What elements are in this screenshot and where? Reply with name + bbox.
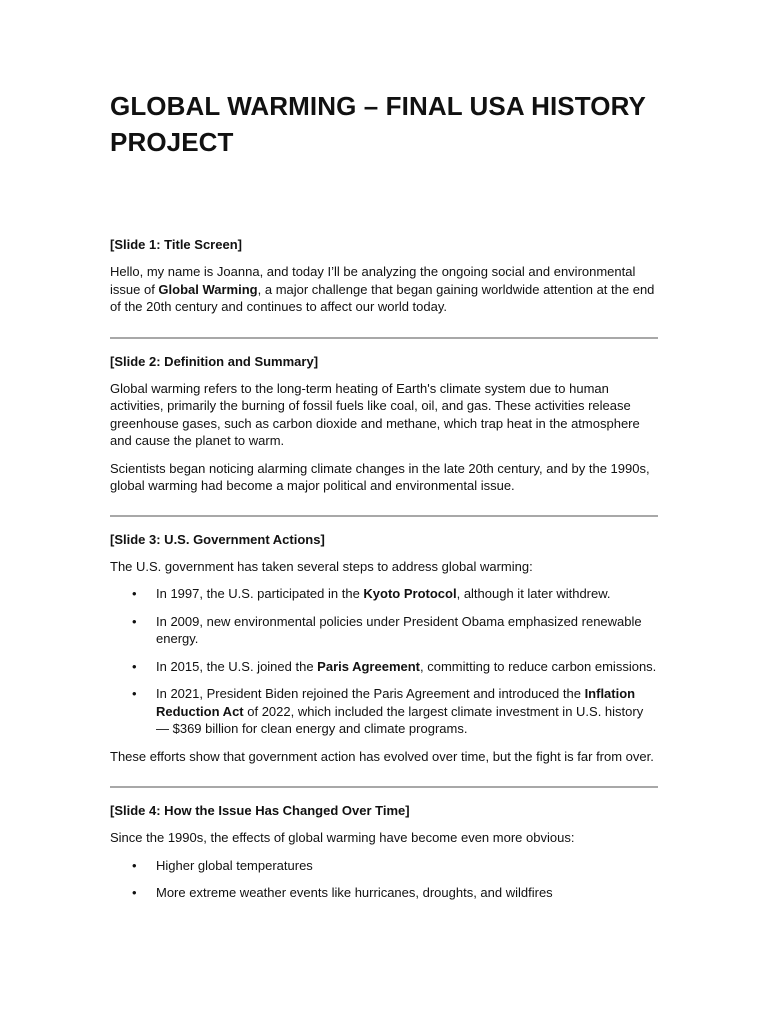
bullet-icon: • (132, 586, 137, 601)
slide3-bullet-list (110, 585, 658, 738)
bullet-icon: • (132, 885, 137, 900)
slide1-heading: [Slide 1: Title Screen] (110, 237, 242, 252)
bullet-icon: • (132, 658, 137, 674)
list-item: • In 2021, President Biden rejoined the Paris Agreement and introduced the Inflation Reduction Act of 2022, which included the largest climate investment in U.S. history — $369 billion for clean energy and climate programs. (132, 686, 644, 736)
slide4-heading: [Slide 4: How the Issue Has Changed Over Time] (110, 803, 410, 818)
slide1-paragraph: Hello, my name is Joanna, and today I’ll be analyzing the ongoing social and environmental issue of Global Warming, a major challenge that began gaining worldwide attention at the end of the 20th century and continues to affect our world today. (110, 264, 655, 314)
list-item: • In 1997, the U.S. participated in the Kyoto Protocol, although it later withdrew. (132, 586, 611, 601)
slide4-intro: Since the 1990s, the effects of global warming have become even more obvious: (110, 830, 575, 845)
bullet-icon: • (132, 613, 137, 629)
slide2-paragraph-2: Scientists began noticing alarming climate changes in the late 20th century, and by the 1990s, global warming had become a major political and environmental issue. (110, 460, 650, 493)
slide3-heading: [Slide 3: U.S. Government Actions] (110, 531, 325, 547)
list-item: • Higher global temperatures (132, 857, 313, 873)
slide4-bullet-list (110, 857, 658, 902)
slide2-paragraph-1: Global warming refers to the long-term heating of Earth's climate system due to human activities, primarily the burning of fossil fuels like coal, oil, and gas. These activities release greenhouse gases, such as carbon dioxide and methane, which trap heat in the atmosphere and cause the planet to warm. (110, 380, 640, 448)
bullet-icon: • (132, 686, 137, 701)
slide2-heading: [Slide 2: Definition and Summary] (110, 353, 319, 369)
list-item: • In 2009, new environmental policies under President Obama emphasized renewable energy. (132, 613, 642, 646)
document-title: GLOBAL WARMING – FINAL USA HISTORY PROJECT (110, 91, 646, 157)
bullet-icon: • (132, 857, 137, 873)
slide3-outro: These efforts show that government action has evolved over time, but the fight is far from over. (110, 748, 654, 764)
slide3-intro: The U.S. government has taken several steps to address global warming: (110, 558, 533, 574)
list-item: • More extreme weather events like hurricanes, droughts, and wildfires (132, 885, 553, 900)
list-item: • In 2015, the U.S. joined the Paris Agreement, committing to reduce carbon emissions. (132, 658, 657, 674)
